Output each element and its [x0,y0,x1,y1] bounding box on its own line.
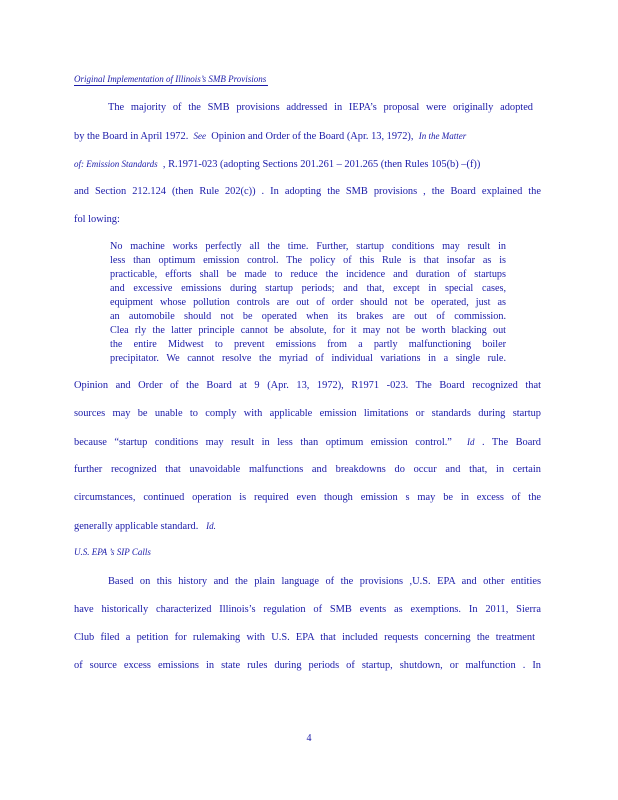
body-line: fol lowing: [74,214,120,225]
body-text: by the Board in April 1972. [74,131,189,142]
body-text: , R.1971-023 (adopting Sections 201.261 – 201.265 (then Rules 105(b) –(f)) [162,159,481,170]
body-line [74,129,541,144]
body-line: The majority of the SMB provisions addressed in IEPA’s proposal were originally adopted [108,102,533,113]
block-quote-line: practicable, efforts shall be made to reduce the incidence and duration of startups [110,269,506,280]
body-line: Club filed a petition for rulemaking with U.S. EPA that included requests concerning the treatment [74,632,535,643]
block-quote-line: the entire Midwest to prevent emissions from a partly malfunctioning boiler [110,339,506,350]
section-heading-original-implementation: Original Implementation of Illinois’s SMB Provisions [74,74,267,84]
body-line: sources may be unable to comply with applicable emission limitations or standards during startup [74,408,541,419]
body-line: Opinion and Order of the Board at 9 (Apr. 13, 1972), R1971 -023. The Board recognized that [74,380,541,391]
section-heading-sip-calls: U.S. EPA ’s SIP Calls [74,547,151,557]
block-quote-line: and excessive emissions during startup periods; and that, except in special cases, [110,283,506,294]
block-quote-line: Clea rly the latter principle cannot be absolute, for it may not be worth blacking out [110,325,506,336]
case-name: of: Emission Standards [74,159,158,169]
block-quote-line: precipitator. We cannot resolve the myriad of individual variations in a single rule. [110,353,506,364]
body-text: because “startup conditions may result in less than optimum emission control.” [74,437,452,448]
body-line: and Section 212.124 (then Rule 202(c)) . In adopting the SMB provisions , the Board explained the [74,186,541,197]
body-text: Opinion and Order of the Board (Apr. 13, 1972), [211,131,414,142]
body-line: of source excess emissions in state rules during periods of startup, shutdown, or malfunction . In [74,660,541,671]
block-quote-line: No machine works perfectly all the time. Further, startup conditions may result in [110,241,506,252]
block-quote-line: an automobile should not be operated when its brakes are out of commission. [110,311,506,322]
citation-signal: See [193,131,206,141]
body-line [74,435,541,450]
page-number: 4 [306,733,312,744]
body-line [74,519,541,534]
body-line: circumstances, continued operation is required even though emission s may be in excess of the [74,492,541,503]
body-text: generally applicable standard. [74,521,199,532]
body-line [74,157,541,172]
case-name: In the Matter [418,131,467,141]
block-quote-line: less than optimum emission control. The policy of this Rule is that insofar as is [110,255,506,266]
citation-id: Id [466,437,475,447]
body-line: have historically characterized Illinois’s regulation of SMB events as exemptions. In 2011, Sierra [74,604,541,615]
body-line: further recognized that unavoidable malfunctions and breakdowns do occur and that, in certain [74,464,541,475]
body-text: . The Board [482,437,541,448]
citation-id: Id. [206,521,216,531]
block-quote-line: equipment whose pollution controls are out of order should not be operated, just as [110,297,506,308]
body-line: Based on this history and the plain language of the provisions ,U.S. EPA and other entities [108,576,541,587]
